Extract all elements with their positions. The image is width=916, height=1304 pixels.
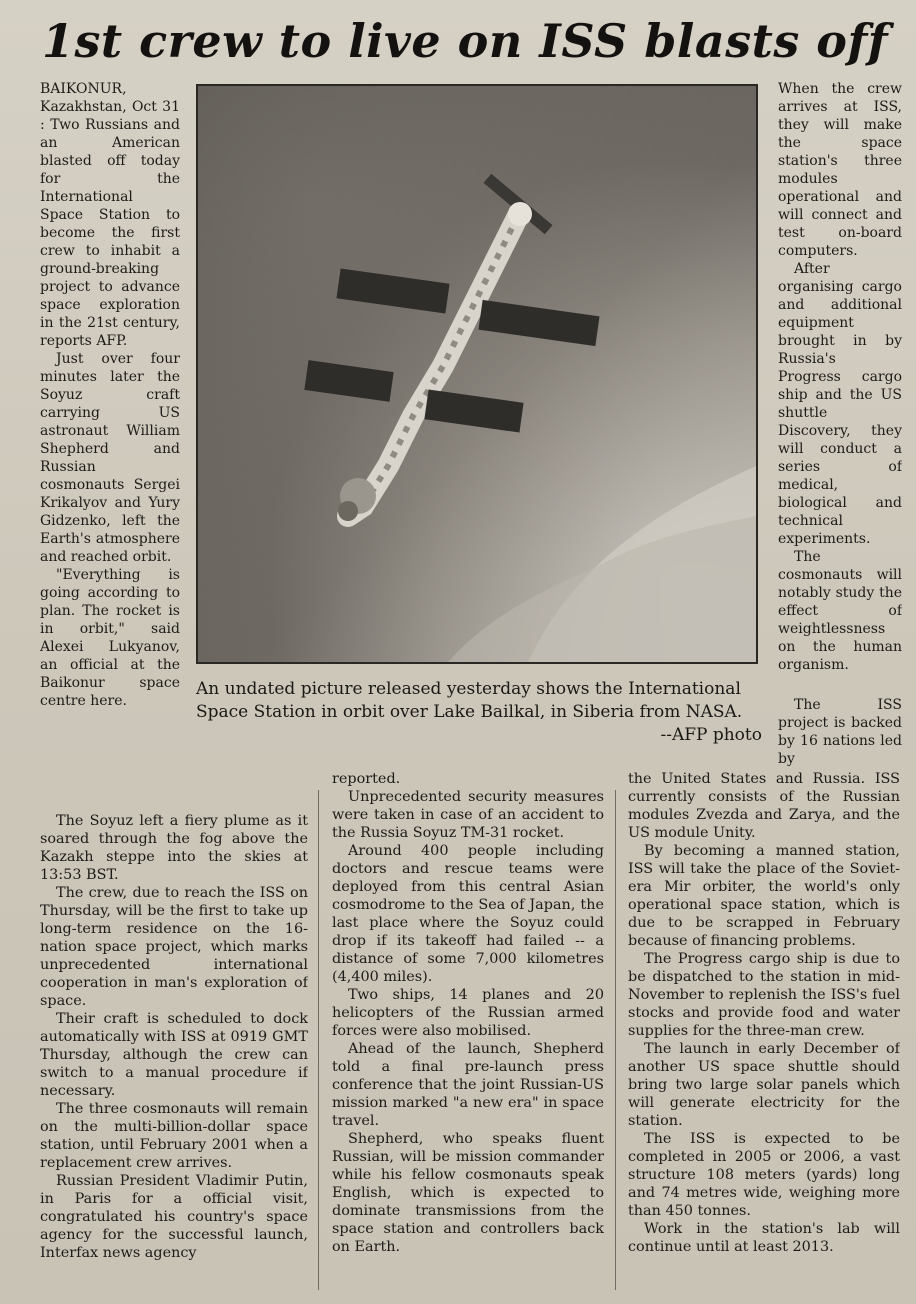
paragraph: The launch in early December of another US space shuttle should bring two large solar panels which will generate electricity for the station. (628, 1041, 900, 1129)
paragraph: Ahead of the launch, Shepherd told a final pre-launch press conference that the joint Russian-US mission marked "a new era" in space travel. (332, 1041, 604, 1129)
paragraph: When the crew arrives at ISS, they will make the space station's three modules operational and will connect and test on-board computers. (778, 81, 902, 259)
photo-credit: --AFP photo (660, 725, 762, 745)
paragraph: Two ships, 14 planes and 20 helicopters of the Russian armed forces were also mobilised. (332, 987, 604, 1039)
column-right-top (778, 80, 902, 770)
paragraph: The ISS project is backed by 16 nations led by (778, 697, 902, 767)
paragraph: the United States and Russia. ISS currently consists of the Russian modules Zvezda and Zarya, and the US module Unity. (628, 771, 900, 841)
paragraph: The crew, due to reach the ISS on Thursday, will be the first to take up long-term residence on the 16-nation space project, which marks unprecedented international cooperation in man's exploration of space. (40, 885, 308, 1009)
paragraph: Shepherd, who speaks fluent Russian, will be mission commander while his fellow cosmonauts speak English, which is expected to dominate transmissions from the space station and controllers back on Earth. (332, 1131, 604, 1255)
paragraph: The Soyuz left a fiery plume as it soared through the fog above the Kazakh steppe into the skies at 13:53 BST. (40, 813, 308, 883)
paragraph: "Everything is going according to plan. The rocket is in orbit," said Alexei Lukyanov, an official at the Baikonur space centre here. (40, 567, 180, 709)
paragraph: The ISS is expected to be completed in 2005 or 2006, a vast structure 108 meters (yards) long and 74 metres wide, weighing more than 450 tonnes. (628, 1131, 900, 1219)
column-right-mid (778, 696, 902, 776)
column-right-bottom (628, 770, 900, 1290)
space-station-illustration (198, 86, 756, 662)
caption-text: An undated picture released yesterday shows the International Space Station in orbit over Lake Bailkal, in Siberia from NASA. (196, 679, 743, 722)
column-left-top (40, 80, 180, 810)
paragraph: Just over four minutes later the Soyuz craft carrying US astronaut William Shepherd and Russian cosmonauts Sergei Krikalyov and Yury Gidzenko, left the Earth's atmosphere and reached orbit. (40, 351, 180, 565)
paragraph: BAIKONUR, Kazakhstan, Oct 31 : Two Russians and an American blasted off today for the International Space Station to become the first crew to inhabit a ground-breaking project to advance space exploration in the 21st century, reports AFP. (40, 81, 180, 349)
column-divider (318, 790, 319, 1290)
paragraph: Work in the station's lab will continue until at least 2013. (628, 1221, 900, 1255)
column-middle (332, 770, 604, 1290)
paragraph: By becoming a manned station, ISS will take the place of the Soviet-era Mir orbiter, the world's only operational space station, which is due to be scrapped in February because of financing problems. (628, 843, 900, 949)
paragraph: Around 400 people including doctors and rescue teams were deployed from this central Asian cosmodrome to the Sea of Japan, the last place where the Soyuz could drop if its takeoff had failed -- a distance of some 7,000 kilometres (4,400 miles). (332, 843, 604, 985)
paragraph: After organising cargo and additional equipment brought in by Russia's Progress cargo ship and the US shuttle Discovery, they will conduct a series of medical, biological and technical experiments. (778, 261, 902, 547)
paragraph: The cosmonauts will notably study the effect of weightlessness on the human organism. (778, 549, 902, 673)
column-divider (615, 790, 616, 1290)
paragraph: reported. (332, 771, 401, 787)
iss-photo (196, 84, 758, 664)
paragraph: The three cosmonauts will remain on the multi-billion-dollar space station, until February 2001 when a replacement crew arrives. (40, 1101, 308, 1171)
paragraph: Their craft is scheduled to dock automatically with ISS at 0919 GMT Thursday, although the crew can switch to a manual procedure if necessary. (40, 1011, 308, 1099)
column-left-bottom (40, 812, 308, 1292)
photo-caption (196, 678, 768, 750)
paragraph: Russian President Vladimir Putin, in Paris for a official visit, congratulated his country's space agency for the successful launch, Interfax news agency (40, 1173, 308, 1261)
paragraph: The Progress cargo ship is due to be dispatched to the station in mid-November to replenish the ISS's fuel stocks and provide food and water supplies for the three-man crew. (628, 951, 900, 1039)
headline: 1st crew to live on ISS blasts off (41, 14, 889, 68)
paragraph: Unprecedented security measures were taken in case of an accident to the Russia Soyuz TM-31 rocket. (332, 789, 604, 841)
